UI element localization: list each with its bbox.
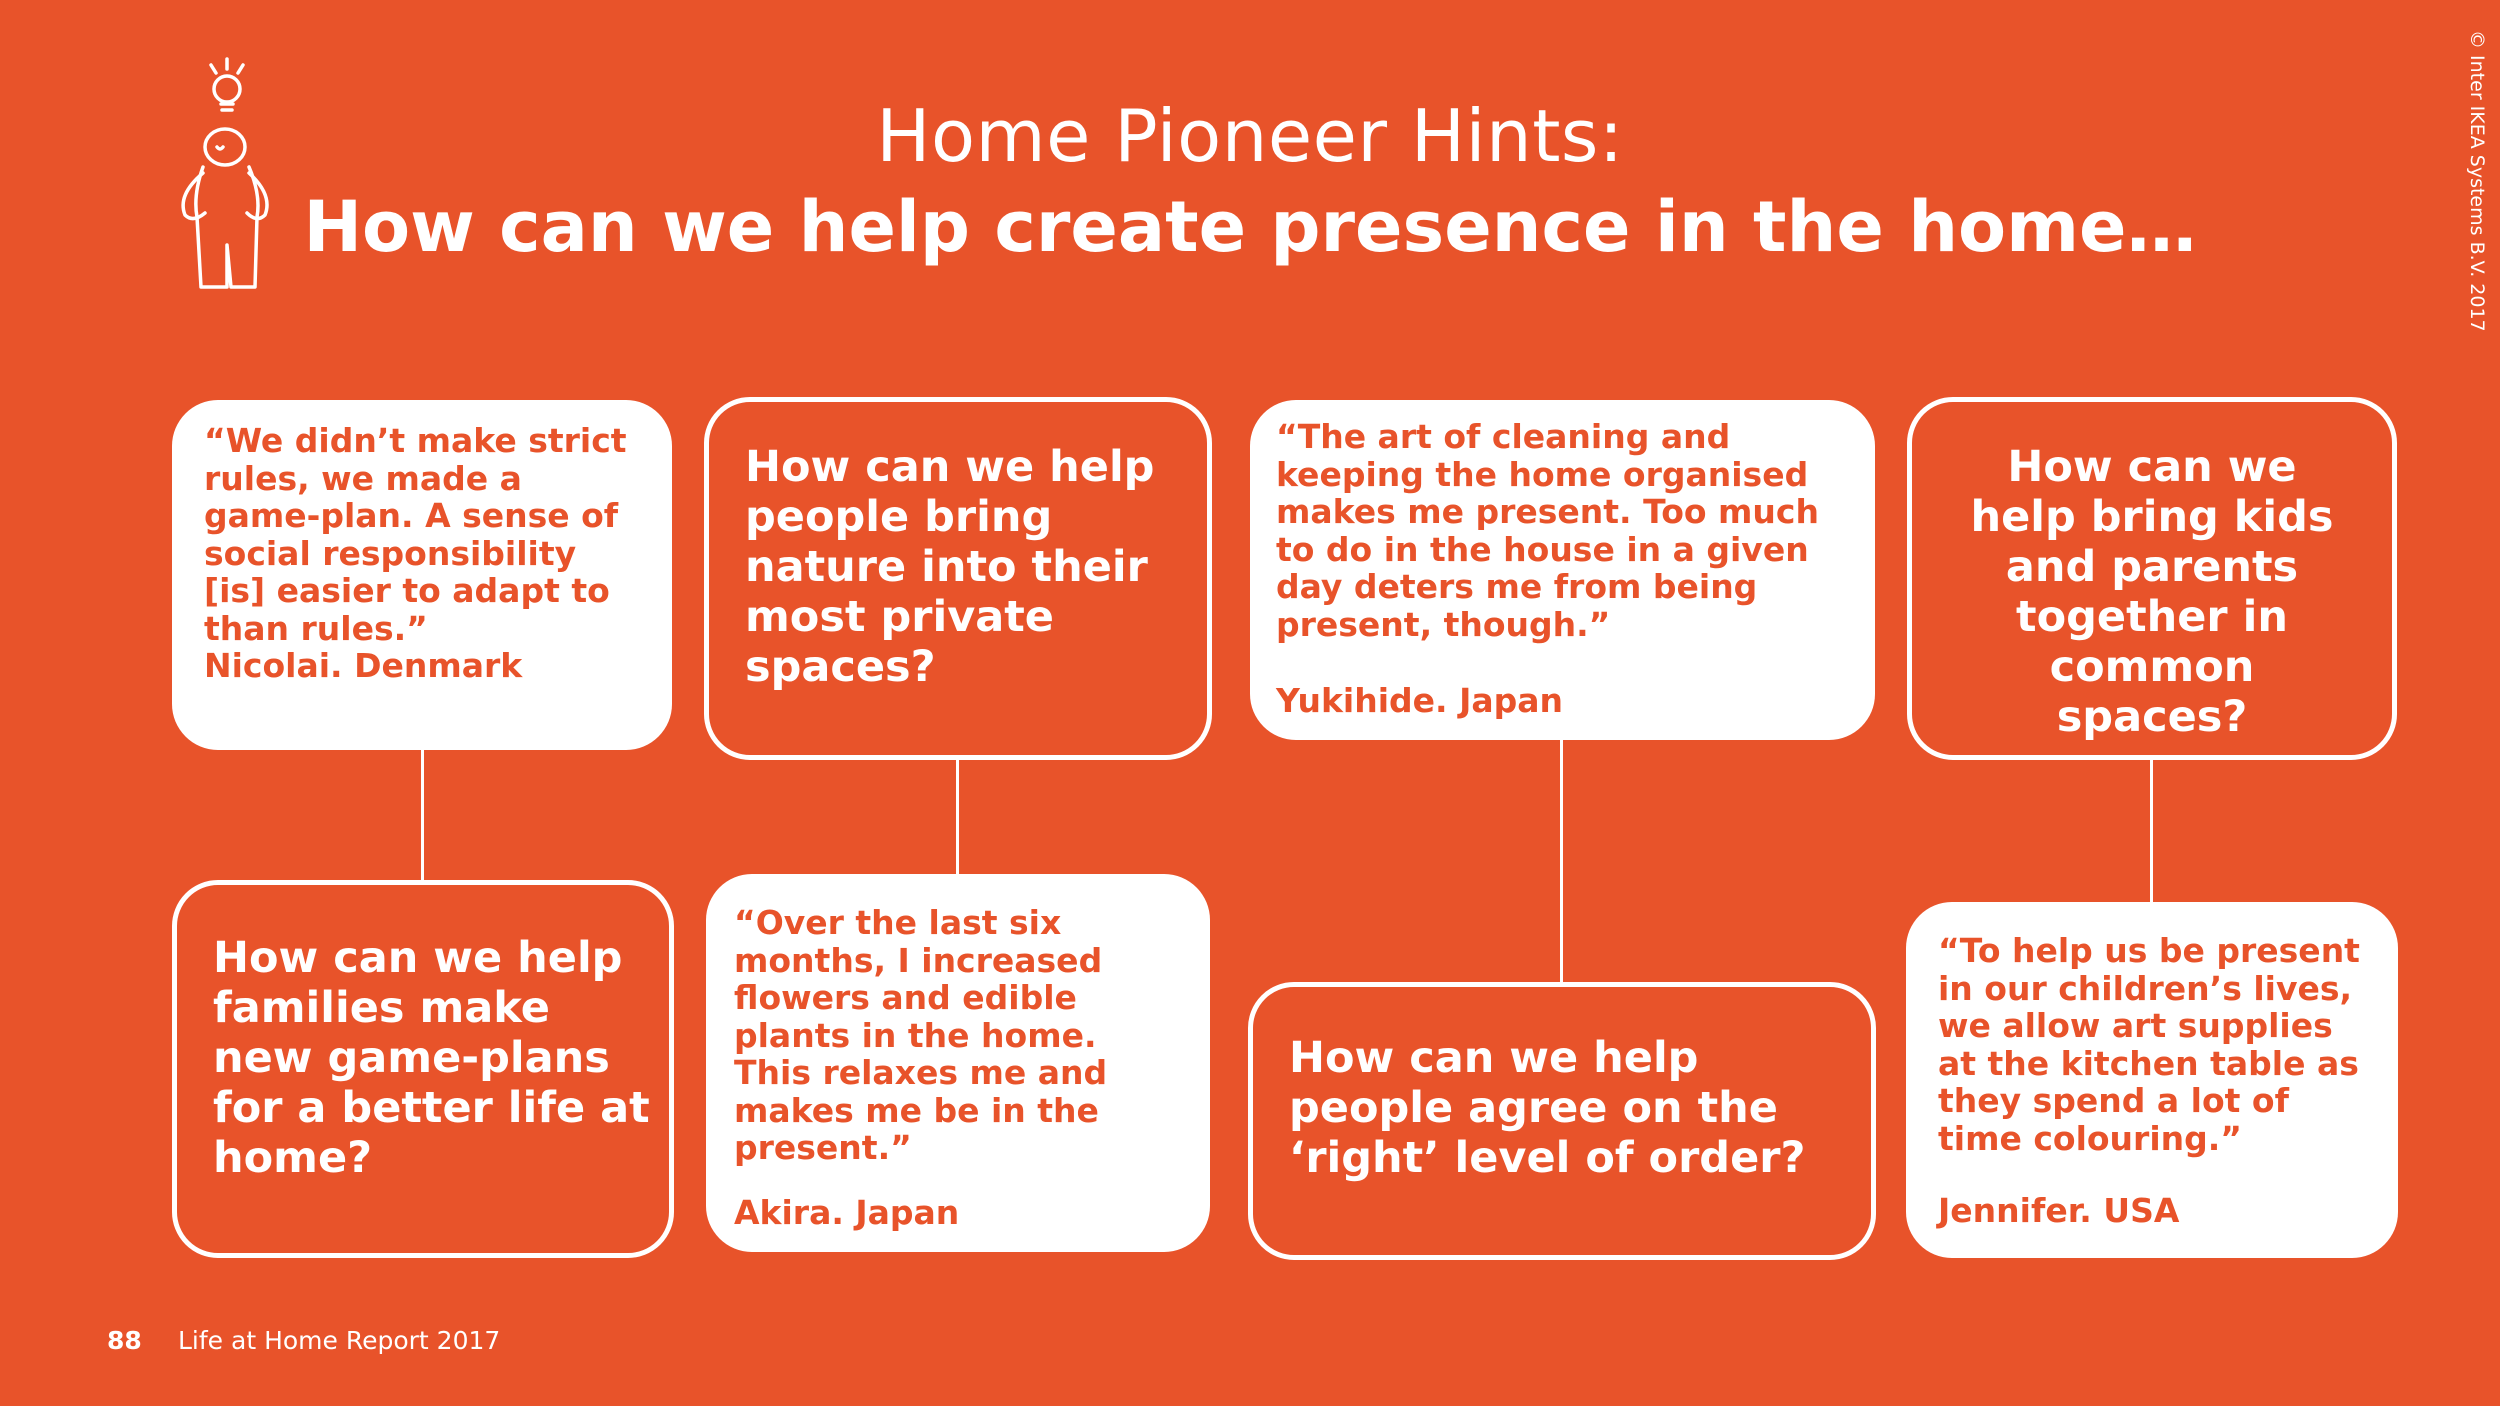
page-title: Home Pioneer Hints: xyxy=(876,94,1624,178)
connector-col4 xyxy=(2150,758,2153,904)
question-text: How can we help bring kids and parents together in common spaces? xyxy=(1970,442,2334,742)
connector-col2 xyxy=(956,758,959,876)
question-text: How can we help people bring nature into their most private spaces? xyxy=(745,442,1155,692)
quote-card-jennifer xyxy=(1906,902,2398,1258)
question-text: How can we help families make new game-plans for a better life at home? xyxy=(213,933,650,1183)
connector-col3 xyxy=(1560,738,1563,985)
quote-author: Jennifer. USA xyxy=(1938,1191,2180,1230)
quote-card-yukihide xyxy=(1250,400,1875,740)
question-card-nature xyxy=(704,397,1212,760)
quote-card-nicolai xyxy=(172,400,672,750)
quote-author: Yukihide. Japan xyxy=(1276,681,1564,720)
connector-col1 xyxy=(421,748,424,883)
question-card-order xyxy=(1248,982,1876,1260)
copyright-text: © Inter IKEA Systems B.V. 2017 xyxy=(2466,30,2488,332)
quote-text: “To help us be present in our children’s lives, we allow art supplies at the kitchen table as they spend a lot of time colouring.” xyxy=(1938,931,2360,1158)
question-text: How can we help people agree on the ‘right’ level of order? xyxy=(1289,1033,1806,1183)
quote-text: “We didn’t make strict rules, we made a game-plan. A sense of social responsibility [is] easier to adapt to than rules.” xyxy=(204,421,627,648)
report-title: Life at Home Report 2017 xyxy=(178,1326,501,1355)
quote-text: “The art of cleaning and keeping the home organised makes me present. Too much to do in the house in a given day deters me from being present, though.” xyxy=(1276,417,1819,644)
quote-text: “Over the last six months, I increased flowers and edible plants in the home. This relaxes me and makes me be in the present.” xyxy=(734,903,1108,1167)
question-card-families xyxy=(172,880,674,1258)
quote-author: Nicolai. Denmark xyxy=(204,646,523,685)
copyright-notice xyxy=(2462,30,2492,450)
quote-author: Akira. Japan xyxy=(734,1193,960,1232)
question-card-kids xyxy=(1907,397,2397,760)
page-subtitle: How can we help create presence in the home… xyxy=(303,186,2197,268)
quote-card-akira xyxy=(706,874,1210,1252)
page-number: 88 xyxy=(107,1326,142,1355)
